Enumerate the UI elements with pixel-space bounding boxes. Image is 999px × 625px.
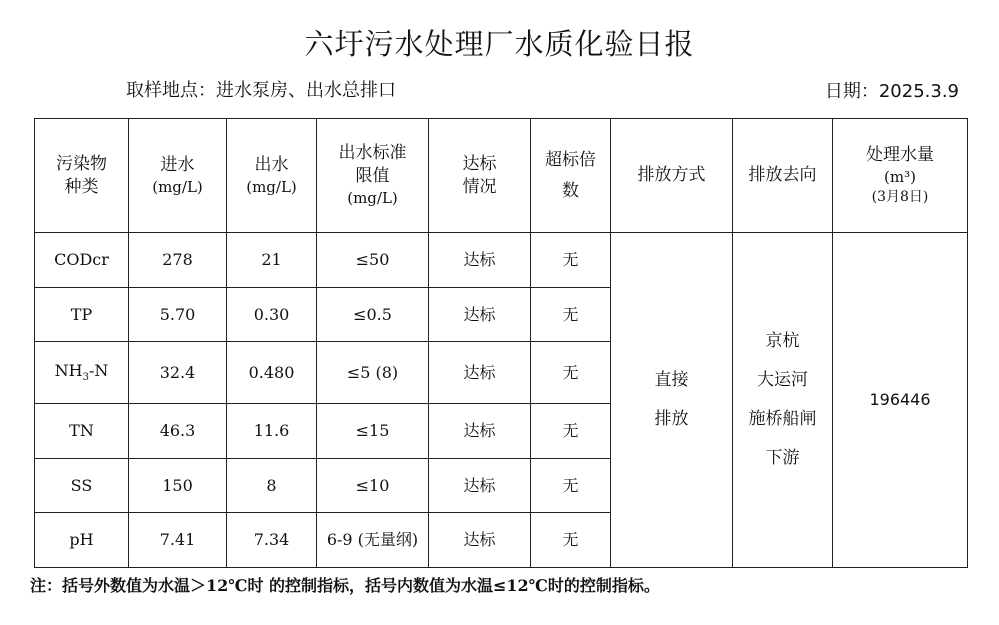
limit-value: ≤5 (8) [317, 342, 429, 404]
exceed-multiple: 无 [531, 233, 611, 288]
compliance-status: 达标 [429, 287, 531, 342]
influent-value: 5.70 [129, 287, 227, 342]
exceed-multiple: 无 [531, 404, 611, 459]
effluent-value: 8 [227, 458, 317, 513]
sampling-location: 取样地点：进水泵房、出水总排口 [126, 80, 396, 101]
water-quality-table [34, 118, 968, 568]
exceed-multiple: 无 [531, 342, 611, 404]
limit-value: 6-9 (无量纲) [317, 513, 429, 568]
report-title: 六圩污水处理厂水质化验日报 [304, 27, 695, 61]
header-exceed-multiple: 超标倍 数 [531, 119, 611, 233]
header-discharge-direction: 排放去向 [733, 119, 833, 233]
pollutant-name: TP [35, 287, 129, 342]
discharge-direction: 京杭 大运河 施桥船闸 下游 [733, 233, 833, 568]
effluent-value: 11.6 [227, 404, 317, 459]
header-influent: 进水 (mg/L) [129, 119, 227, 233]
header-pollutant: 污染物 种类 [35, 119, 129, 233]
treated-volume: 196446 [833, 233, 968, 568]
effluent-value: 0.30 [227, 287, 317, 342]
effluent-value: 0.480 [227, 342, 317, 404]
header-effluent: 出水 (mg/L) [227, 119, 317, 233]
limit-value: ≤10 [317, 458, 429, 513]
limit-value: ≤0.5 [317, 287, 429, 342]
header-discharge-method: 排放方式 [611, 119, 733, 233]
compliance-status: 达标 [429, 513, 531, 568]
header-compliance: 达标 情况 [429, 119, 531, 233]
header-row [35, 119, 968, 233]
table-row [35, 233, 968, 288]
footnote: 注：括号外数值为水温＞12℃时 的控制指标，括号内数值为水温≤12℃时的控制指标。 [30, 576, 660, 595]
report-date: 日期：2025.3.9 [824, 81, 959, 102]
influent-value: 7.41 [129, 513, 227, 568]
limit-value: ≤50 [317, 233, 429, 288]
pollutant-name: TN [35, 404, 129, 459]
pollutant-name: SS [35, 458, 129, 513]
influent-value: 150 [129, 458, 227, 513]
effluent-value: 7.34 [227, 513, 317, 568]
pollutant-name: $NH_3-N$ [35, 342, 129, 404]
influent-value: 46.3 [129, 404, 227, 459]
pollutant-name: pH [35, 513, 129, 568]
limit-value: ≤15 [317, 404, 429, 459]
influent-value: 278 [129, 233, 227, 288]
pollutant-name: CODcr [35, 233, 129, 288]
compliance-status: 达标 [429, 342, 531, 404]
compliance-status: 达标 [429, 233, 531, 288]
compliance-status: 达标 [429, 458, 531, 513]
compliance-status: 达标 [429, 404, 531, 459]
header-treated-volume: 处理水量 (m³) (3月8日) [833, 119, 968, 233]
influent-value: 32.4 [129, 342, 227, 404]
exceed-multiple: 无 [531, 287, 611, 342]
exceed-multiple: 无 [531, 513, 611, 568]
effluent-value: 21 [227, 233, 317, 288]
discharge-method: 直接 排放 [611, 233, 733, 568]
exceed-multiple: 无 [531, 458, 611, 513]
header-limit: 出水标准 限值 (mg/L) [317, 119, 429, 233]
